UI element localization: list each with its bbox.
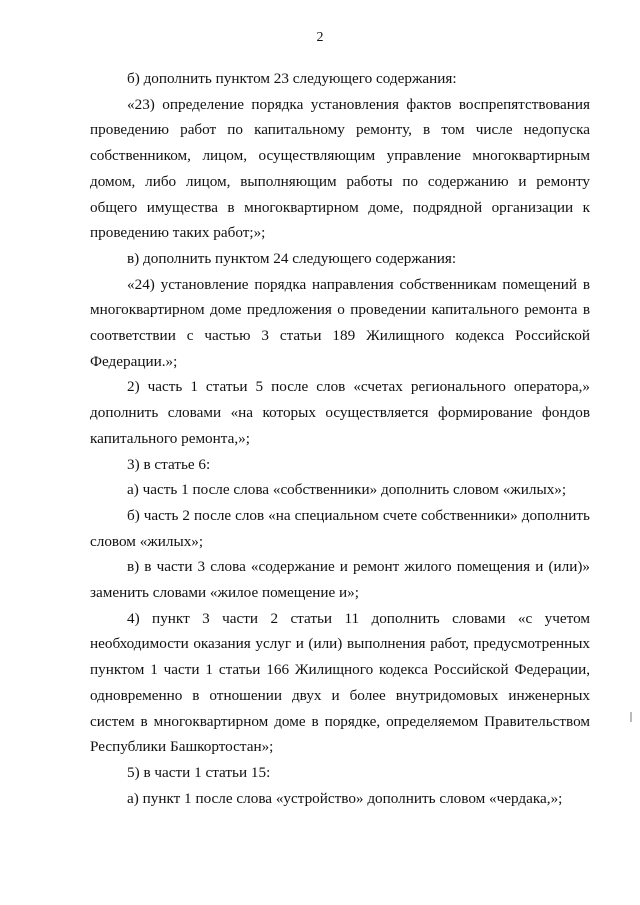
scan-artifact-mark (630, 712, 632, 722)
paragraph-article-6-part-1: а) часть 1 после слова «собственники» дополнить словом «жилых»; (127, 481, 567, 499)
paragraph-point-24-text: «24) установление порядка направления собственникам помещений в многоквартирном доме предложения о проведении капитального ремонта в соответствии с частью 3 статьи 189 Жилищного кодекса Российской Федерации.»; (90, 275, 590, 370)
paragraph-item-b-point-23: б) дополнить пунктом 23 следующего содержания: (127, 70, 457, 87)
paragraph-article-11-amendment: 4) пункт 3 части 2 статьи 11 дополнить словами «с учетом необходимости оказания услуг и (или) выполнения работ, предусмотренных пунктом 1 части 1 статьи 166 Жилищного кодекса Российской Федерации, одновременно в отношении двух и более внутридомовых инженерных систем в многоквартирном доме в порядке, определяемом Правительством Республики Башкортостан»; (90, 609, 590, 756)
paragraph-article-5-amendment: 2) часть 1 статьи 5 после слов «счетах регионального оператора,» дополнить словами «на которых осуществляется формирование фондов капитального ремонта,»; (90, 378, 590, 447)
page-number: 2 (316, 30, 324, 45)
document-body (90, 66, 590, 811)
paragraph-article-6-part-2: б) часть 2 после слов «на специальном счете собственники» дополнить словом «жилых»; (90, 506, 590, 550)
paragraph-item-v-point-24: в) дополнить пунктом 24 следующего содержания: (127, 249, 457, 267)
paragraph-article-15-point-1: а) пункт 1 после слова «устройство» дополнить словом «чердака,»; (127, 789, 563, 807)
paragraph-point-23-text: «23) определение порядка установления фактов воспрепятствования проведению работ по капитальному ремонту, в том числе недопуска собственником, лицом, осуществляющим управление многоквартирным домом, либо лицом, выполняющим работы по содержанию и ремонту общего имущества в многоквартирном доме, подрядной организации к проведению таких работ;»; (90, 95, 590, 242)
paragraph-article-6-part-3: в) в части 3 слова «содержание и ремонт жилого помещения и (или)» заменить словами «жилое помещение и»; (90, 558, 590, 602)
paragraph-article-6-heading: 3) в статье 6: (127, 455, 211, 473)
paragraph-article-15-heading: 5) в части 1 статьи 15: (127, 763, 271, 781)
